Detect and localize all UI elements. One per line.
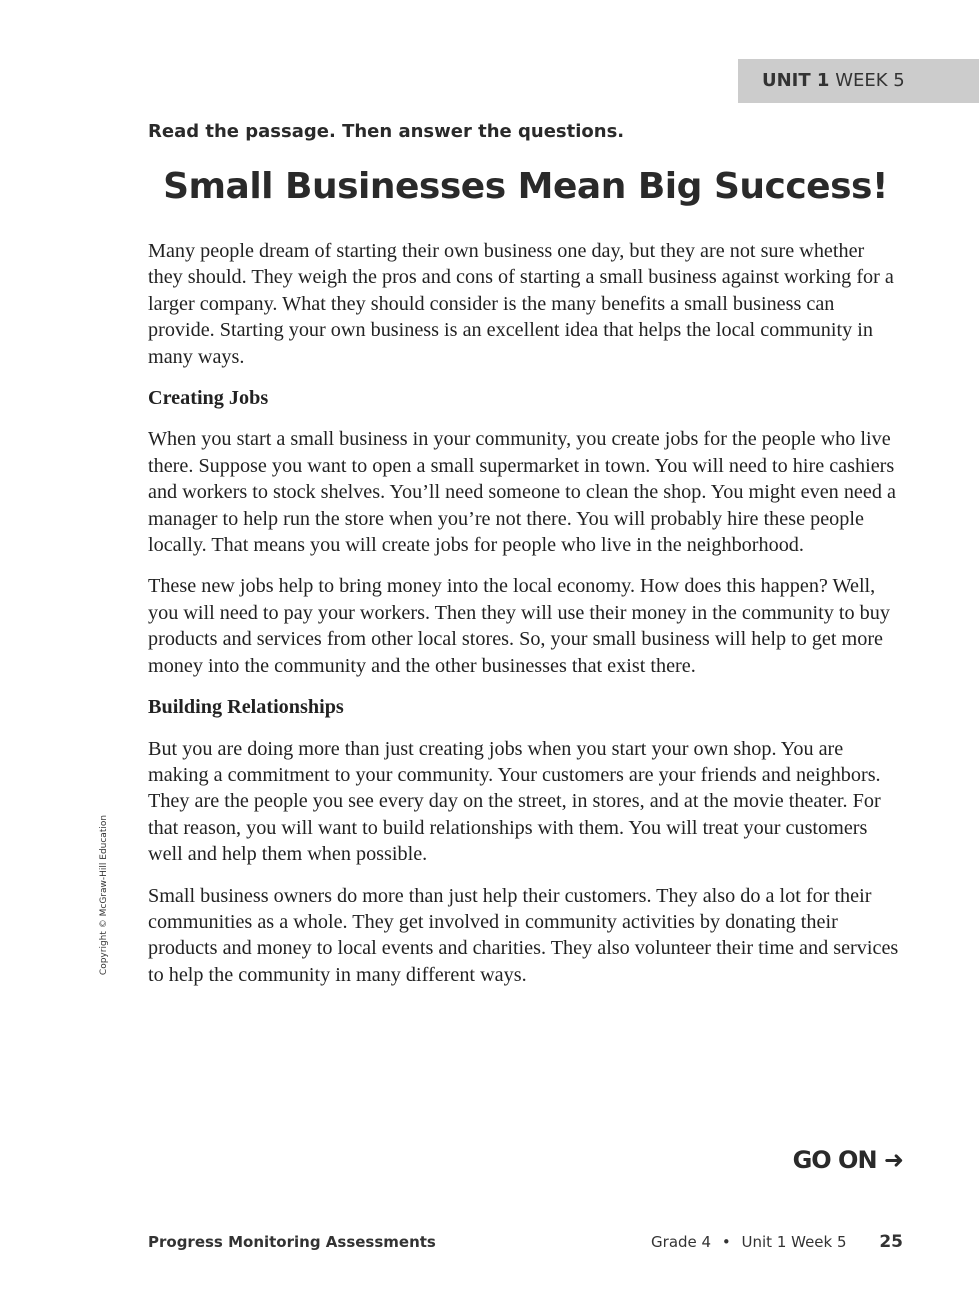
section-heading-building-relationships: Building Relationships [148, 696, 344, 719]
copyright-notice: Copyright © McGraw-Hill Education [99, 814, 109, 976]
footer-title: Progress Monitoring Assessments [148, 1233, 436, 1251]
footer-unit-week: Unit 1 Week 5 [741, 1233, 847, 1251]
instructions: Read the passage. Then answer the questions. [148, 121, 625, 142]
go-on-indicator [793, 1146, 903, 1174]
page-number: 25 [879, 1232, 903, 1252]
section-heading-creating-jobs: Creating Jobs [148, 387, 269, 410]
footer-grade: Grade 4 [651, 1233, 712, 1251]
footer-separator: • [721, 1233, 731, 1251]
page-title: Small Businesses Mean Big Success! [163, 166, 888, 207]
footer-info [651, 1232, 903, 1252]
passage [148, 238, 903, 1003]
week-label: WEEK 5 [835, 70, 905, 91]
arrow-right-icon: ➜ [883, 1146, 903, 1174]
intro-paragraph: Many people dream of starting their own business one day, but they are not sure whether they should. They weigh the pros and cons of starting a small business against working for a larger company. What they should consider is the many benefits a small business can provide. Starting your own business is an excellent idea that helps the local community in many ways. [148, 240, 894, 368]
unit-label: UNIT 1 [762, 70, 830, 91]
building-relationships-paragraph-2: Small business owners do more than just help their customers. They also do a lot for their communities as a whole. They get involved in community activities by donating their products and money to local events and charities. They also volunteer their time and services to help the community in many different ways. [148, 884, 899, 986]
go-on-label: GO ON [792, 1146, 877, 1174]
creating-jobs-paragraph-1: When you start a small business in your community, you create jobs for the people who live there. Suppose you want to open a small supermarket in town. You will need to hire cashiers and workers to stock shelves. You’ll need someone to clean the shop. You might even need a manager to help run the store when you’re not there. You will probably hire these people locally. That means you will create jobs for people who live in the neighborhood. [148, 428, 896, 557]
building-relationships-paragraph-1: But you are doing more than just creating jobs when you start your own shop. You are making a commitment to your community. Your customers are your friends and neighbors. They are the people you see every day on the street, in stores, and at the movie theater. For that reason, you will want to build relationships with them. You will treat your customers well and help them when possible. [148, 737, 881, 866]
creating-jobs-paragraph-2: These new jobs help to bring money into the local economy. How does this happen? Well, you will need to pay your workers. Then they will use their money in the community to buy products and services from other local stores. So, your small business will help to get more money into the community and the other businesses that exist there. [148, 575, 890, 677]
unit-week-tab [738, 59, 979, 103]
